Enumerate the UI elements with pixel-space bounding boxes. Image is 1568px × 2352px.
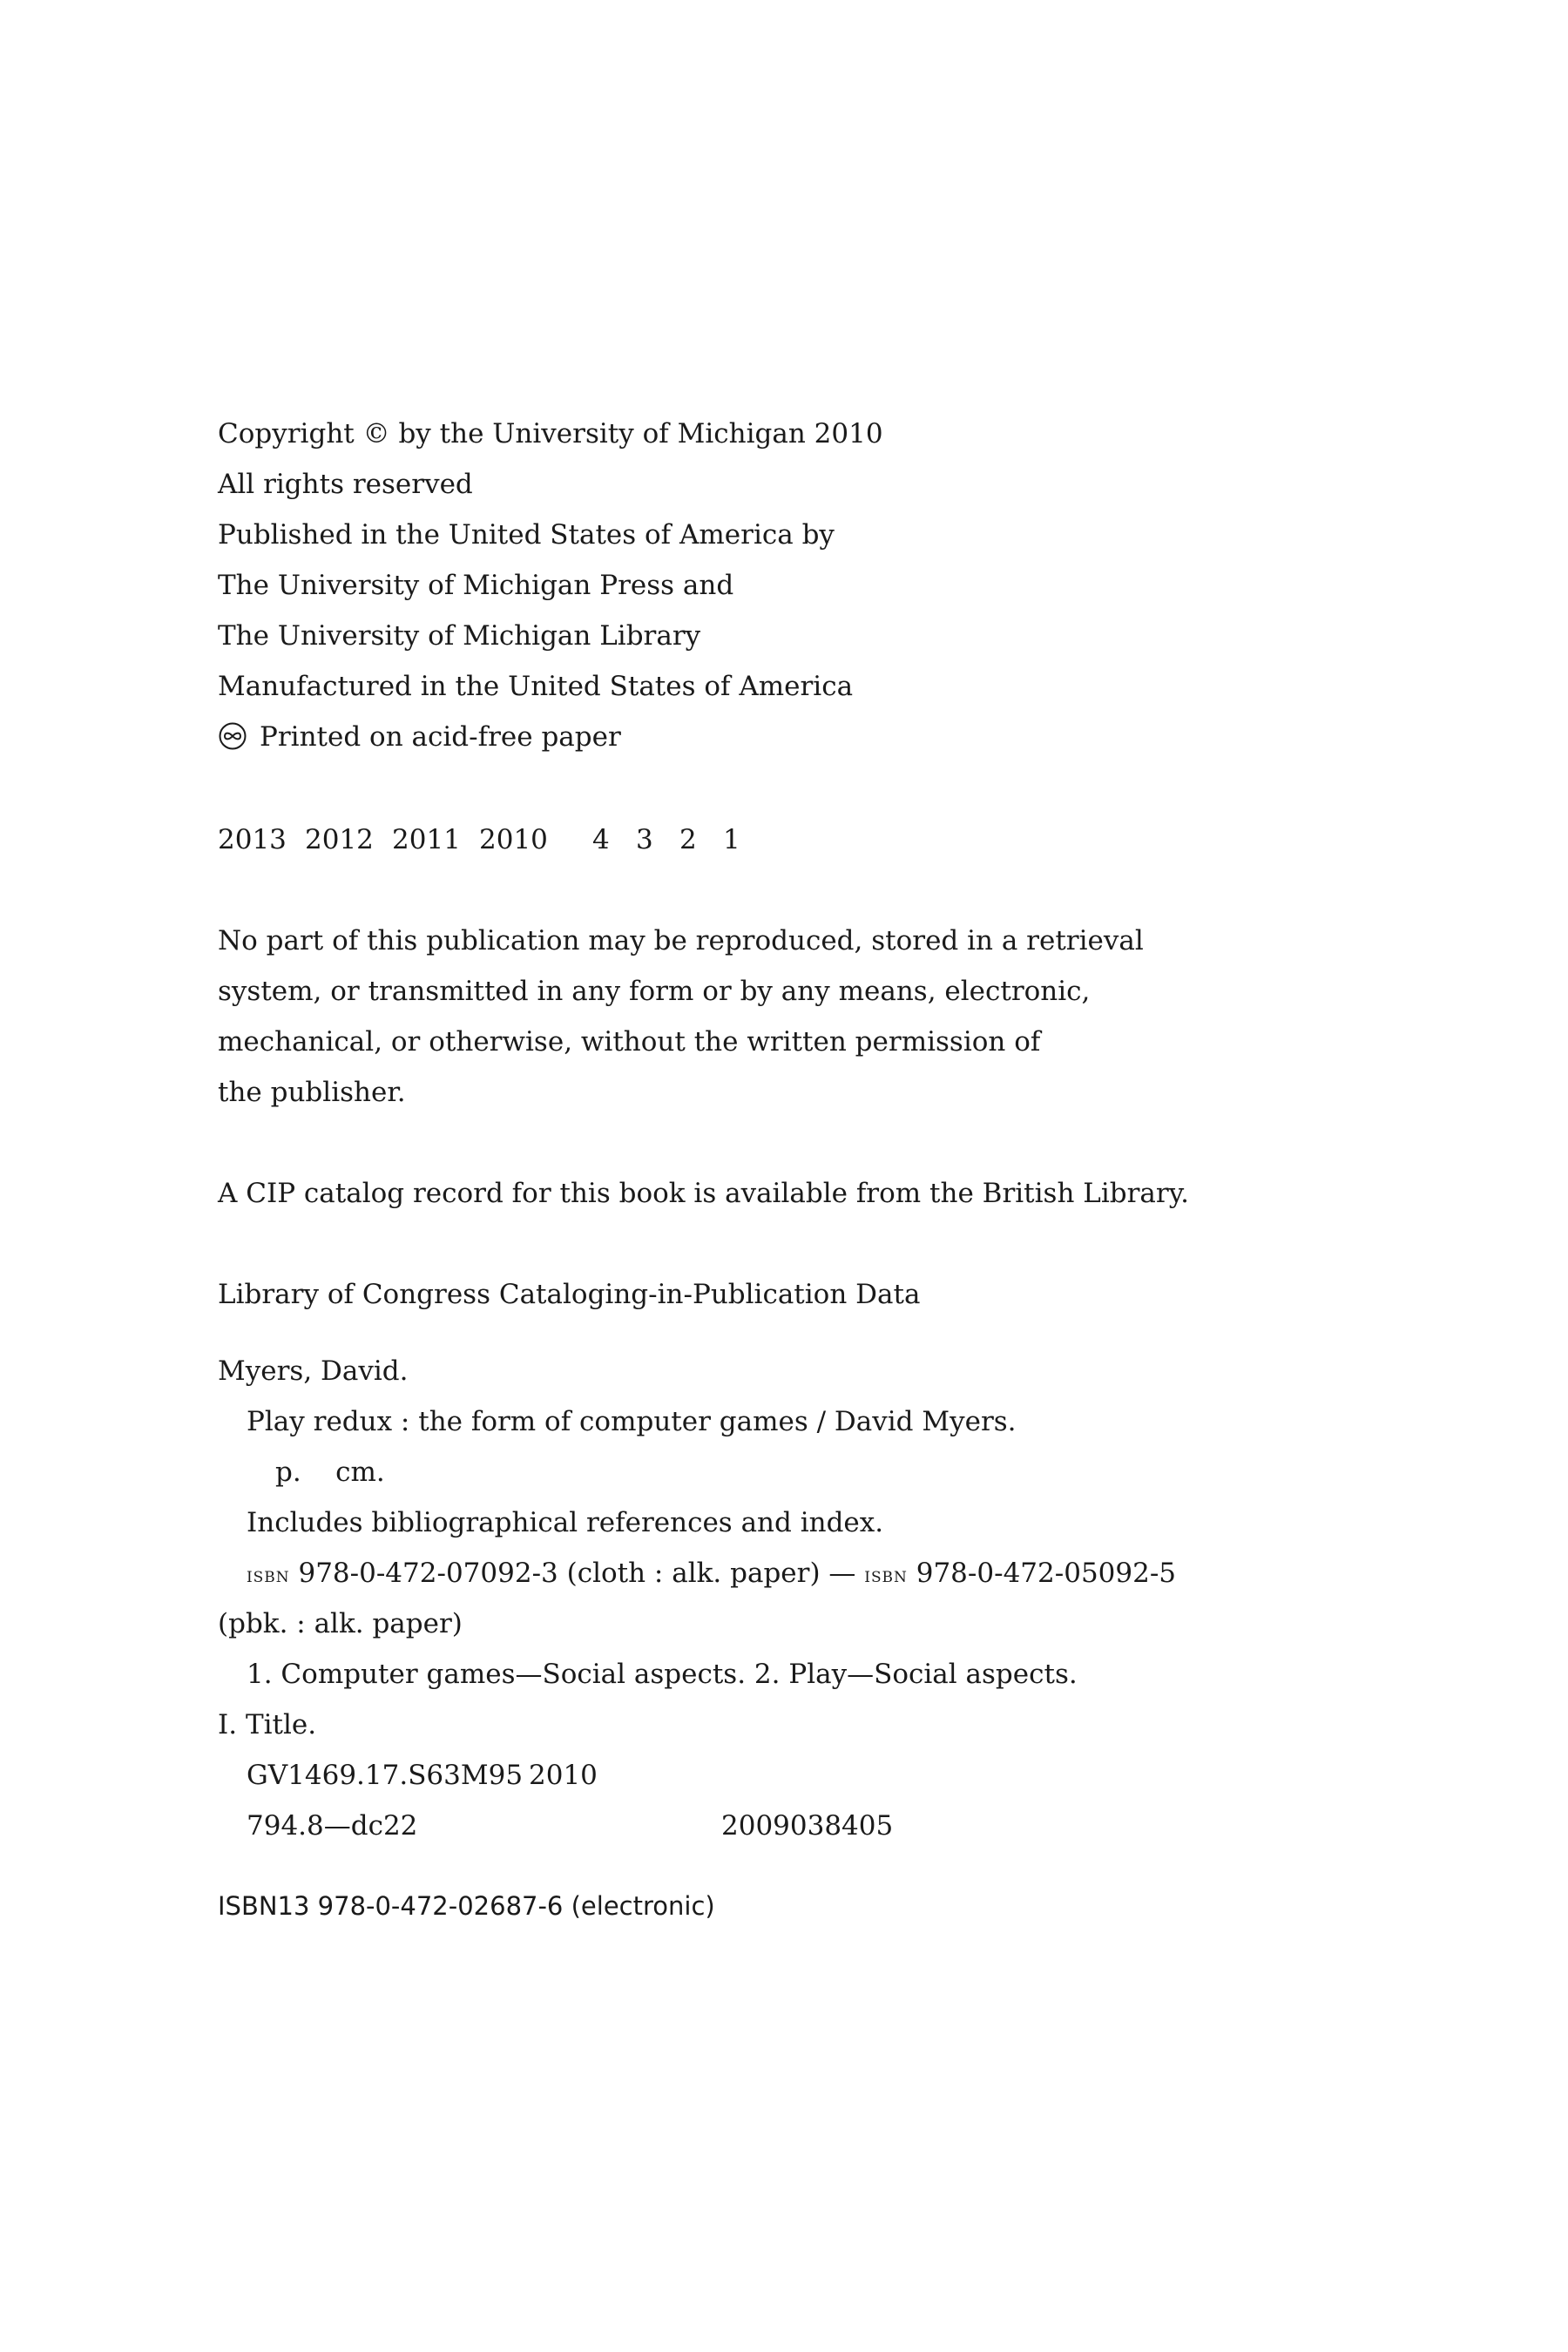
printing-line — [0, 822, 1568, 857]
isbn-pbk: 978-0-472-05092-5 — [916, 1558, 1177, 1589]
published-line: Published in the United States of America by — [218, 519, 835, 551]
catalog-pbk-note: (pbk. : alk. paper) — [218, 1608, 463, 1639]
catalog-pages: p. cm. — [275, 1456, 385, 1488]
impression-number: 4 — [592, 824, 610, 855]
isbn-label: isbn — [864, 1563, 908, 1587]
rights-text-line: system, or transmitted in any form or by any means, electronic, — [218, 976, 1091, 1007]
acid-free-text: Printed on acid-free paper — [260, 721, 621, 753]
loc-heading: Library of Congress Cataloging-in-Publication Data — [218, 1279, 921, 1310]
rights-text-line: mechanical, or otherwise, without the written permission of — [218, 1026, 1041, 1058]
catalog-dewey: 794.8—dc22 — [247, 1810, 418, 1842]
catalog-title-entry: I. Title. — [218, 1709, 317, 1740]
infinity-circle-icon — [218, 721, 247, 751]
cip-note: A CIP catalog record for this book is available from the British Library. — [218, 1178, 1189, 1209]
rights-text-line: No part of this publication may be reproduced, stored in a retrieval — [218, 925, 1144, 956]
catalog-title: Play redux : the form of computer games / David Myers. — [247, 1406, 1017, 1437]
printing-year: 2012 — [305, 824, 374, 855]
electronic-isbn: ISBN13 978-0-472-02687-6 (electronic) — [218, 1891, 715, 1921]
publisher-library: The University of Michigan Library — [218, 620, 701, 652]
publisher-press: The University of Michigan Press and — [218, 570, 734, 601]
isbn-cloth: 978-0-472-07092-3 (cloth : alk. paper) — — [298, 1558, 856, 1589]
printing-year: 2010 — [479, 824, 548, 855]
rights-reserved: All rights reserved — [218, 469, 473, 500]
impression-number: 3 — [636, 824, 653, 855]
printing-year: 2013 — [218, 824, 287, 855]
printing-year: 2011 — [392, 824, 461, 855]
manufactured-line: Manufactured in the United States of America — [218, 671, 854, 702]
impression-number: 1 — [723, 824, 740, 855]
copyright-line: Copyright © by the University of Michigan 2010 — [218, 418, 883, 449]
catalog-call-number: GV1469.17.S63M95 — [247, 1760, 524, 1791]
catalog-includes: Includes bibliographical references and index. — [247, 1507, 884, 1538]
rights-text-line: the publisher. — [218, 1077, 406, 1108]
catalog-isbn-line — [247, 1556, 1176, 1592]
acid-free-line — [218, 720, 621, 754]
catalog-lccn: 2009038405 — [721, 1810, 894, 1842]
impression-number: 2 — [679, 824, 697, 855]
catalog-author: Myers, David. — [218, 1355, 409, 1387]
catalog-call-year: 2010 — [529, 1760, 598, 1791]
isbn-label: isbn — [247, 1563, 290, 1587]
catalog-subjects: 1. Computer games—Social aspects. 2. Play—Social aspects. — [247, 1659, 1078, 1690]
